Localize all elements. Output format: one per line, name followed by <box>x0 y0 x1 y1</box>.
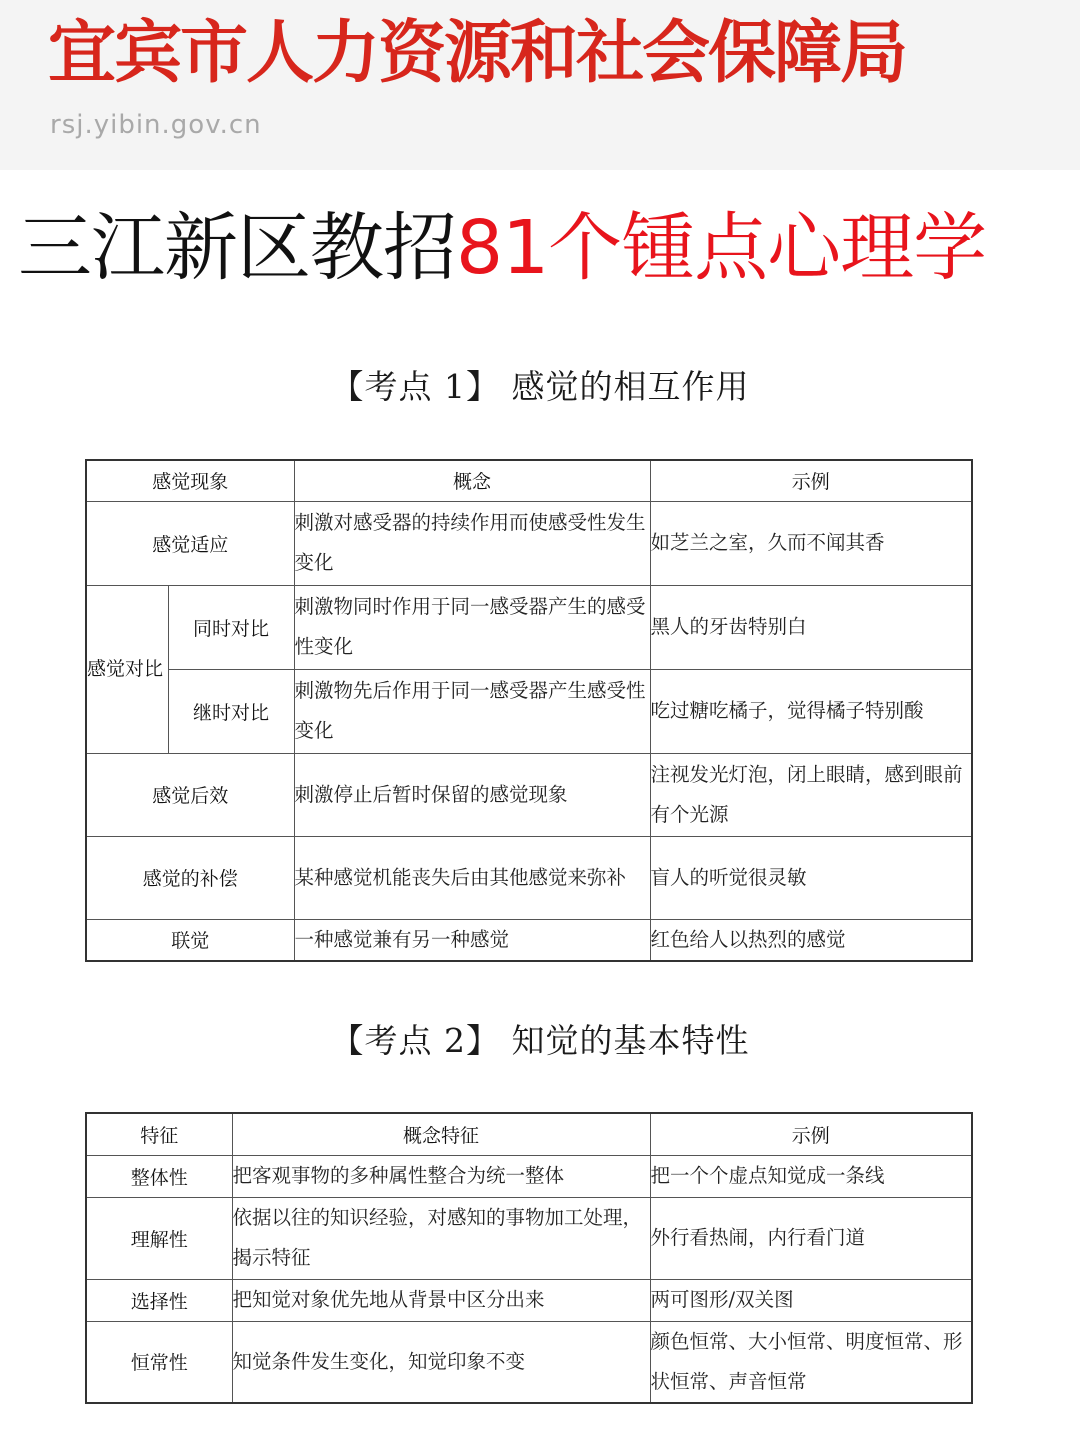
row-example: 如芝兰之室，久而不闻其香 <box>650 501 972 585</box>
headline-black: 三江新区教招 <box>18 205 456 291</box>
row-concept: 一种感觉兼有另一种感觉 <box>294 919 650 961</box>
row-concept: 把客观事物的多种属性整合为统一整体 <box>232 1155 650 1197</box>
header-cell: 特征 <box>86 1113 232 1155</box>
row-label: 整体性 <box>86 1155 232 1197</box>
row-example: 注视发光灯泡，闭上眼睛，感到眼前有个光源 <box>650 753 972 836</box>
table-header-row <box>86 1113 972 1155</box>
row-concept: 刺激物同时作用于同一感受器产生的感受性变化 <box>294 585 650 669</box>
header-cell: 感觉现象 <box>86 460 294 501</box>
row-label: 选择性 <box>86 1279 232 1321</box>
row-example: 吃过糖吃橘子，觉得橘子特别酸 <box>650 669 972 753</box>
header-cell: 概念 <box>294 460 650 501</box>
table-row <box>86 1279 972 1321</box>
row-concept: 某种感觉机能丧失后由其他感觉来弥补 <box>294 836 650 919</box>
row-example: 颜色恒常、大小恒常、明度恒常、形状恒常、声音恒常 <box>650 1321 972 1403</box>
row-example: 把一个个虚点知觉成一条线 <box>650 1155 972 1197</box>
table-row <box>86 585 972 669</box>
section2-table <box>85 1112 973 1404</box>
row-label: 继时对比 <box>168 669 294 753</box>
table-row <box>86 669 972 753</box>
table-row <box>86 1155 972 1197</box>
row-example: 盲人的听觉很灵敏 <box>650 836 972 919</box>
row-group-label: 感觉对比 <box>86 585 168 753</box>
table-row <box>86 919 972 961</box>
section1-table <box>85 459 973 962</box>
row-label: 感觉适应 <box>86 501 294 585</box>
row-concept: 知觉条件发生变化，知觉印象不变 <box>232 1321 650 1403</box>
header-cell: 概念特征 <box>232 1113 650 1155</box>
row-concept: 刺激停止后暂时保留的感觉现象 <box>294 753 650 836</box>
org-name: 宜宾市人力资源和社会保障局 <box>48 14 907 93</box>
table-row <box>86 836 972 919</box>
site-header <box>0 0 1080 170</box>
row-label: 同时对比 <box>168 585 294 669</box>
table-row <box>86 753 972 836</box>
headline-red: 81个锺点心理学 <box>456 205 987 291</box>
row-example: 外行看热闹，内行看门道 <box>650 1197 972 1279</box>
table-row <box>86 1321 972 1403</box>
row-example: 红色给人以热烈的感觉 <box>650 919 972 961</box>
row-concept: 把知觉对象优先地从背景中区分出来 <box>232 1279 650 1321</box>
header-cell: 示例 <box>650 460 972 501</box>
row-label: 理解性 <box>86 1197 232 1279</box>
row-concept: 刺激物先后作用于同一感受器产生感受性变化 <box>294 669 650 753</box>
row-example: 两可图形/双关图 <box>650 1279 972 1321</box>
row-label: 联觉 <box>86 919 294 961</box>
org-url: rsj.yibin.gov.cn <box>50 110 262 140</box>
section2-title: 【考点 2】 知觉的基本特性 <box>330 1021 750 1060</box>
row-concept: 刺激对感受器的持续作用而使感受性发生变化 <box>294 501 650 585</box>
table-row <box>86 501 972 585</box>
table-header-row <box>86 460 972 501</box>
row-concept: 依据以往的知识经验，对感知的事物加工处理，揭示特征 <box>232 1197 650 1279</box>
section1-title: 【考点 1】 感觉的相互作用 <box>330 367 750 406</box>
header-cell: 示例 <box>650 1113 972 1155</box>
table-row <box>86 1197 972 1279</box>
headline <box>18 198 986 298</box>
row-example: 黑人的牙齿特别白 <box>650 585 972 669</box>
row-label: 感觉后效 <box>86 753 294 836</box>
row-label: 恒常性 <box>86 1321 232 1403</box>
row-label: 感觉的补偿 <box>86 836 294 919</box>
